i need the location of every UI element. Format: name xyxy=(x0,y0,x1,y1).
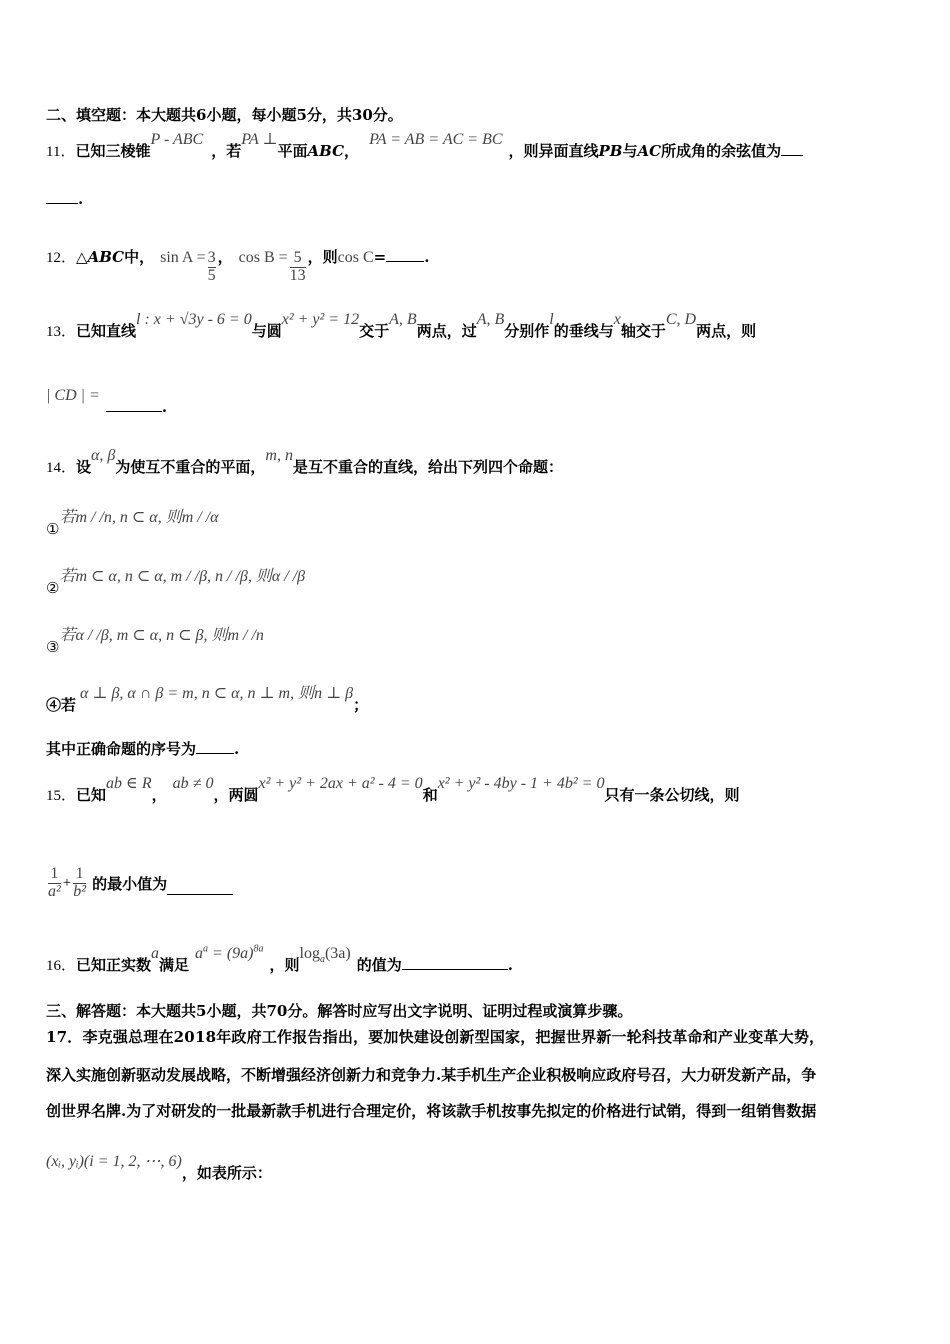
math-expression: l : x + √3y - 6 = 0 xyxy=(136,311,252,328)
answer-blank xyxy=(386,260,424,262)
math-expression: cos C xyxy=(337,249,374,266)
math-expression: ab ∈ R xyxy=(106,775,152,792)
math-expression: P - ABC xyxy=(150,131,204,148)
math-expression: l xyxy=(549,311,554,328)
answer-blank xyxy=(106,410,162,412)
proposition-1: ① 若m / /n, n ⊂ α, 则m / /α xyxy=(46,509,219,538)
question-13-continued: | CD | = . xyxy=(46,387,168,416)
question-14: 14． 设 α, β 为使互不重合的平面， m, n 是互不重合的直线，给出下列四个命题： xyxy=(46,447,563,476)
math-expression: 若m ⊂ α, n ⊂ α, m / /β, n / /β, 则α / /β xyxy=(59,568,306,585)
question-13: 13． 已知直线 l : x + √3y - 6 = 0 与圆 x² + y² = 12 交于 A, B 两点，过 A, B 分别作 l 的垂线与 x 轴交于 C, D 两点，则 xyxy=(46,311,757,340)
question-15: 15． 已知 ab ∈ R ， ab ≠ 0 ，两圆 x² + y² + 2ax + a² - 4 = 0 和 x² + y² - 4by - 1 + 4b² = 0 只有一条公切线，则 xyxy=(46,775,740,804)
question-number: 12． xyxy=(46,250,77,266)
math-expression: 若m / /n, n ⊂ α, 则m / /α xyxy=(59,509,219,526)
answer-blank xyxy=(46,202,78,204)
question-12: 12． △ ABC 中， sin A = $\frac{3}{5}$ ， cos B = $\frac{5}{13}$ ，则 cos C = . xyxy=(46,248,430,284)
question-number: 15． xyxy=(46,788,77,804)
math-expression: A, B xyxy=(476,311,505,328)
math-expression: α ⊥ β, α ∩ β = m, n ⊂ α, n ⊥ m, 则n ⊥ β xyxy=(80,685,354,702)
proposition-2: ② 若m ⊂ α, n ⊂ α, m / /β, n / /β, 则α / /β xyxy=(46,568,306,597)
fraction: $\frac{3}{5}$ xyxy=(207,249,216,284)
math-expression: m, n xyxy=(265,447,293,464)
answer-blank xyxy=(402,968,508,970)
math-expression: 若α / /β, m ⊂ α, n ⊂ β, 则m / /n xyxy=(59,627,264,644)
math-expression: a xyxy=(151,945,160,962)
question-11: 11． 已知三棱锥 P - ABC ，若 PA ⊥ 平面 ABC ， PA = AB = AC = BC ，则异面直线 PB 与 AC 所成角的余弦值为 xyxy=(46,140,910,161)
question-15-continued: $\frac{1}{\text{a²}}$ + $\frac{1}{\text{b²}}$ 的最小值为 xyxy=(46,866,910,901)
math-expression: (xᵢ, yᵢ)(i = 1, 2, ⋯, 6) xyxy=(46,1153,182,1170)
question-17-line-3: 创世界名牌.为了对研发的一批最新款手机进行合理定价，将该款手机按事先拟定的价格进行试销，得到一组销售数据 xyxy=(46,1102,817,1120)
question-14-answer-line: 其中正确命题的序号为 . xyxy=(46,740,240,758)
question-17-line-1: 17．李克强总理在2018年政府工作报告指出，要加快建设创新型国家，把握世界新一轮科技革命和产业变革大势， xyxy=(46,1028,825,1046)
math-expression: sin A = xyxy=(160,249,206,266)
math-expression: A, B xyxy=(389,311,417,328)
question-16: 16． 已知正实数 a 满足 $a^a = (9a)^{8a}$ ，则 $\log_a(3a)$ 的值为 . xyxy=(46,954,910,977)
math-expression: cos B = xyxy=(238,249,288,266)
section-3-heading: 三、解答题：本大题共5小题，共70分。解答时应写出文字说明、证明过程或演算步骤。 xyxy=(46,1002,633,1020)
question-11-continued: . xyxy=(46,190,910,208)
question-number: 14． xyxy=(46,460,77,476)
proposition-4: ④若 α ⊥ β, α ∩ β = m, n ⊂ α, n ⊥ m, 则n ⊥ β ； xyxy=(46,685,369,714)
math-expression: PA = AB = AC = BC xyxy=(369,131,503,148)
fraction: $\frac{1}{\text{b²}}$ xyxy=(73,865,87,900)
math-expression: PA ⊥ xyxy=(241,131,278,148)
math-expression: α, β xyxy=(91,447,116,464)
fraction: $\frac{1}{\text{a²}}$ xyxy=(48,865,61,900)
math-expression: x xyxy=(613,311,621,328)
math-expression: x² + y² - 4by - 1 + 4b² = 0 xyxy=(437,775,605,792)
answer-blank xyxy=(196,752,234,754)
question-number: 11． xyxy=(46,144,76,160)
math-expression: ab ≠ 0 xyxy=(172,775,214,792)
math-expression: x² + y² = 12 xyxy=(281,311,360,328)
section-2-heading: 二、填空题：本大题共6小题，每小题5分，共30分。 xyxy=(46,106,403,124)
question-17-line-2: 深入实施创新驱动发展战略，不断增强经济创新力和竞争力.某手机生产企业积极响应政府号召，大力研发新产品，争 xyxy=(46,1066,817,1084)
math-expression: $a^a = (9a)^{8a}$ xyxy=(195,943,264,962)
answer-blank xyxy=(781,154,803,156)
question-17-line-4: (xᵢ, yᵢ)(i = 1, 2, ⋯, 6) ，如表所示： xyxy=(46,1153,272,1182)
proposition-3: ③ 若α / /β, m ⊂ α, n ⊂ β, 则m / /n xyxy=(46,627,264,656)
fraction: $\frac{5}{13}$ xyxy=(289,249,306,284)
math-expression: | CD | = xyxy=(46,387,100,404)
math-expression: x² + y² + 2ax + a² - 4 = 0 xyxy=(258,775,423,792)
math-expression: C, D xyxy=(665,311,697,328)
question-number: 13． xyxy=(46,324,77,340)
answer-blank xyxy=(167,893,233,895)
question-number: 16． xyxy=(46,958,77,974)
math-expression: $\log_a(3a)$ xyxy=(299,945,351,966)
